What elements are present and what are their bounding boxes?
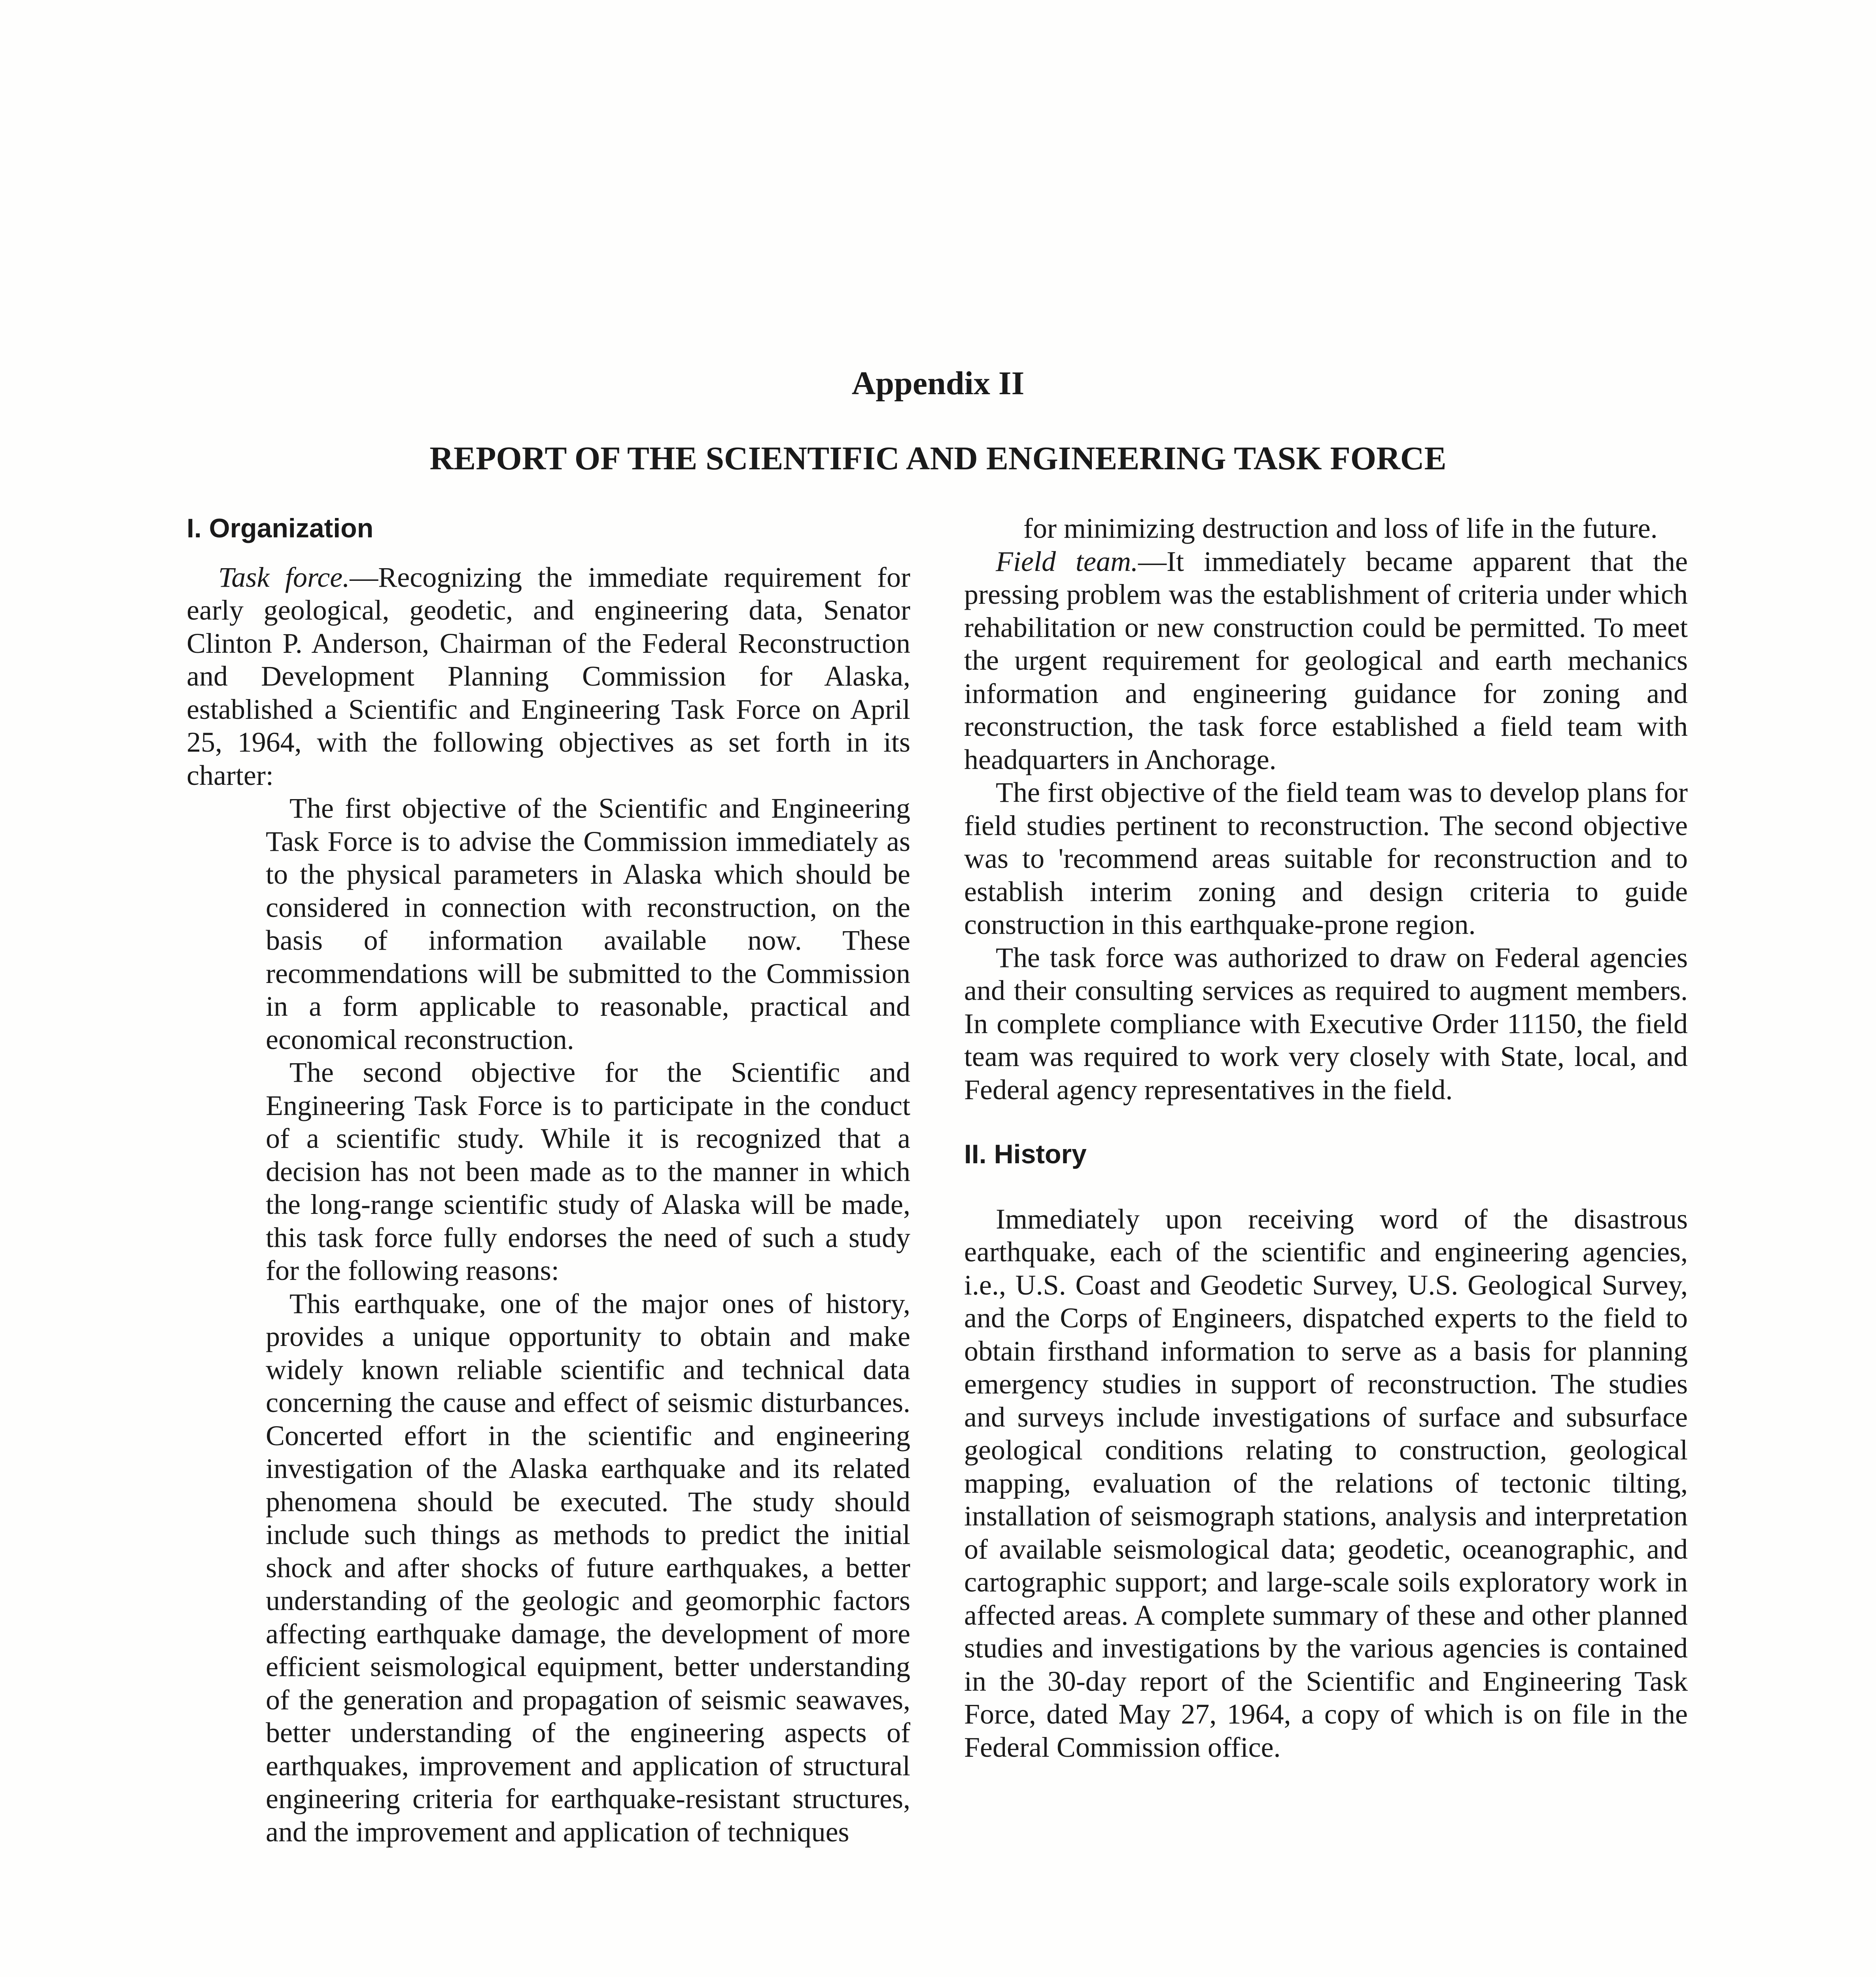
field-team-text: —It immediately became apparent that the pressing problem was the establishment of criteria under which rehabilitation or new construction could be permitted. To meet the urgent requirement for geological and earth mechanics information and engineering guidance for zoning and reconstruction, the task force established a field team with headquarters in Anchorage. bbox=[964, 545, 1688, 775]
charter-quote-1: The first objective of the Scientific and Engineering Task Force is to advise the Commission immediately as to the physical parameters in Alaska which should be considered in connection with reconstruction, on the basis of information available now. These recommendations will be submitted to the Commission in a form applicable to reasonable, practical and economical reconstruction. bbox=[266, 792, 910, 1055]
history-paragraph: Immediately upon receiving word of the disastrous earthquake, each of the scientific and engineering agencies, i.e., U.S. Coast and Geodetic Survey, U.S. Geological Survey, and the Corps of Engineers, dispatched experts to the field to obtain firsthand information to serve as a basis for planning emergency studies in support of reconstruction. The studies and surveys include investigations of surface and subsurface geological conditions relating to construction, geological mapping, evaluation of the relations of tectonic tilting, installation of seismograph stations, analysis and interpretation of available seismological data; geodetic, oceanographic, and cartographic support; and large-scale soils exploratory work in affected areas. A complete summary of these and other planned studies and investigations by the various agencies is contained in the 30-day report of the Scientific and Engineering Task Force, dated May 27, 1964, a copy of which is on file in the Federal Commission office. bbox=[964, 1203, 1688, 1763]
section-heading-history: II. History bbox=[964, 1139, 1087, 1169]
task-force-paragraph bbox=[187, 561, 910, 792]
right-column bbox=[964, 512, 1688, 1764]
charter-quote-2: The second objective for the Scientific and Engineering Task Force is to participate in the conduct of a scientific study. While it is recognized that a decision has not been made as to the manner in which the long-range scientific study of Alaska will be made, this task force fully endorses the need of such a study for the following reasons: bbox=[266, 1057, 910, 1286]
report-title: REPORT OF THE SCIENTIFIC AND ENGINEERING TASK FORCE bbox=[429, 440, 1447, 477]
field-team-paragraph bbox=[964, 545, 1688, 777]
authorization-paragraph: The task force was authorized to draw on Federal agencies and their consulting services as required to augment members. In complete compliance with Executive Order 11150, the field team was required to work very closely with State, local, and Federal agency representatives in the field. bbox=[964, 941, 1688, 1106]
field-team-label: Field team. bbox=[996, 545, 1138, 577]
section-heading-organization: I. Organization bbox=[187, 513, 374, 543]
charter-quote-3-continued: for minimizing destruction and loss of life in the future. bbox=[1023, 512, 1658, 544]
appendix-title: Appendix II bbox=[851, 365, 1025, 402]
charter-quote-3: This earthquake, one of the major ones of history, provides a unique opportunity to obtain and make widely known reliable scientific and technical data concerning the cause and effect of seismic disturbances. Concerted effort in the scientific and engineering investigation of the Alaska earthquake and its related phenomena should be executed. The study should include such things as methods to predict the initial shock and after shocks of future earthquakes, a better understanding of the geologic and geomorphic factors affecting earthquake damage, the development of more efficient seismological equipment, better understanding of the generation and propagation of seismic seawaves, better understanding of the engineering aspects of earthquakes, improvement and application of structural engineering criteria for earthquake-resistant structures, and the improvement and application of techniques bbox=[266, 1287, 910, 1848]
task-force-text: —Recognizing the immediate requirement for early geological, geodetic, and engineering data, Senator Clinton P. Anderson, Chairman of the Federal Reconstruction and Development Planning Commission for Alaska, established a Scientific and Engineering Task Force on April 25, 1964, with the following objectives as set forth in its charter: bbox=[187, 561, 910, 791]
left-column bbox=[187, 512, 910, 1848]
task-force-label: Task force. bbox=[218, 561, 350, 593]
field-team-objectives-paragraph: The first objective of the field team was to develop plans for field studies pertinent to reconstruction. The second objective was to 'recommend areas suitable for reconstruction and to establish interim zoning and design criteria to guide construction in this earthquake-prone region. bbox=[964, 777, 1688, 940]
charter-quote bbox=[266, 792, 910, 1848]
